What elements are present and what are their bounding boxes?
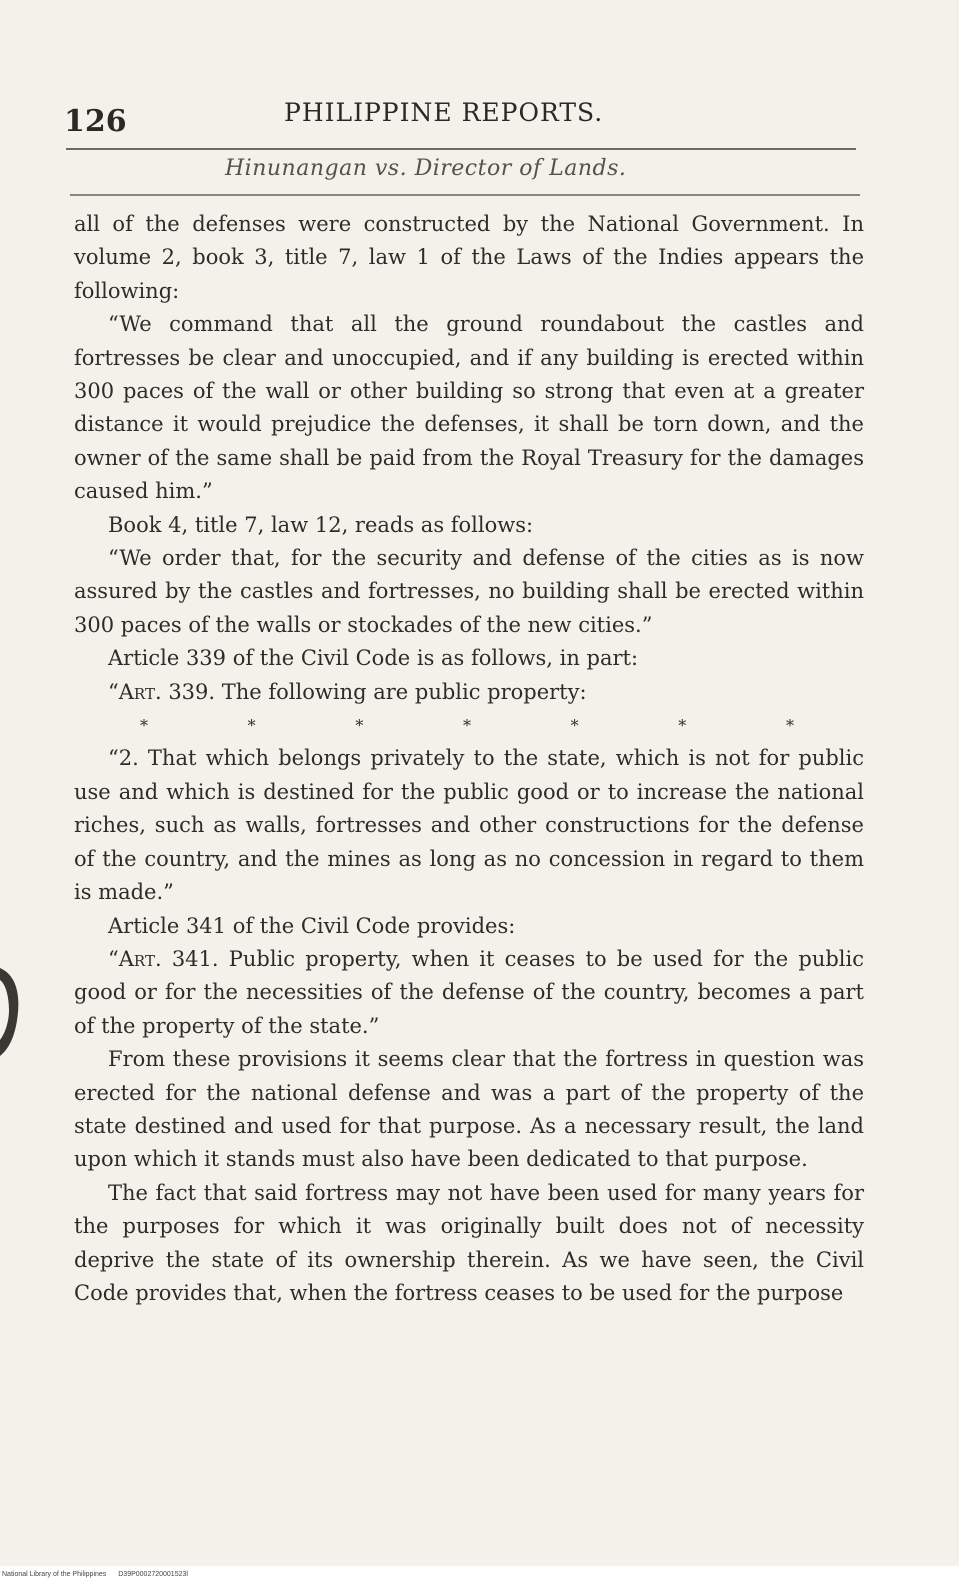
case-title: Hinunangan vs. Director of Lands.: [225, 156, 627, 181]
quote-mark: “: [108, 679, 119, 704]
header-rule-bottom: [70, 194, 860, 196]
paragraph-11: The fact that said fortress may not have been used for many years for the purposes for which it was originally built does not of necessity deprive the state of its ownership therein. As we have seen, the Civil Code provides that, when the fortress ceases to be used for the purpose: [74, 1180, 864, 1305]
body-text: [74, 208, 864, 1310]
paragraph-2-quote: “We command that all the ground roundabout the castles and fortresses be clear and unoccupied, and if any building is erected within 300 paces of the wall or other building so strong that even at a greater distance it would prejudice the defenses, it shall be torn down, and the owner of the same shall be paid from the Royal Treasury for the damages caused him.”: [74, 312, 864, 504]
asterisk: *: [462, 716, 471, 736]
asterisk: *: [678, 716, 687, 736]
paragraph-5: Article 339 of the Civil Code is as follows, in part:: [108, 646, 639, 671]
binding-shadow-mark: [0, 960, 22, 1060]
article-341-text: 341. Public property, when it ceases to be used for the public good or for the necessities of the defense of the country, becomes a part of the property of the state.”: [74, 946, 864, 1038]
article-label: Art.: [118, 679, 162, 704]
library-name: National Library of the Philippines: [2, 1571, 107, 1578]
scan-footer-meta: [2, 1571, 198, 1578]
article-339-text: 339. The following are public property:: [161, 679, 587, 704]
running-head: PHILIPPINE REPORTS.: [284, 98, 604, 127]
page-number: 126: [64, 104, 127, 139]
paragraph-8: Article 341 of the Civil Code provides:: [108, 913, 516, 938]
asterisk: *: [570, 716, 579, 736]
asterisk: *: [140, 716, 148, 736]
asterisk: *: [355, 716, 364, 736]
paragraph-7-quote: “2. That which belongs privately to the state, which is not for public use and which is destined for the public good or to increase the national riches, such as walls, fortresses and other constructions for the defense of the country, and the mines as long as no concession in regard to them is made.”: [74, 746, 864, 905]
paragraph-4-quote: “We order that, for the security and defense of the cities as is now assured by the castles and fortresses, no building shall be erected within 300 paces of the walls or stockades of the new cities.”: [74, 546, 864, 637]
paragraph-3: Book 4, title 7, law 12, reads as follows:: [108, 512, 534, 537]
asterisk: *: [785, 716, 794, 736]
paragraph-1: all of the defenses were constructed by the National Government. In volume 2, book 3, title 7, law 1 of the Laws of the Indies appears the following:: [74, 212, 864, 303]
article-label: Art.: [118, 946, 162, 971]
ellipsis-asterisks: [74, 709, 864, 742]
paragraph-10: From these provisions it seems clear that the fortress in question was erected for the national defense and was a part of the property of the state destined and used for that purpose. As a necessary result, the land upon which it stands must also have been dedicated to that purpose.: [74, 1047, 864, 1172]
paragraph-6-article-339: [74, 676, 864, 709]
header-rule-top: [66, 148, 856, 150]
paragraph-9-article-341: [74, 943, 864, 1043]
asterisk: *: [247, 716, 256, 736]
document-id: D39P0002720001523l: [118, 1571, 188, 1578]
quote-mark: “: [108, 946, 119, 971]
